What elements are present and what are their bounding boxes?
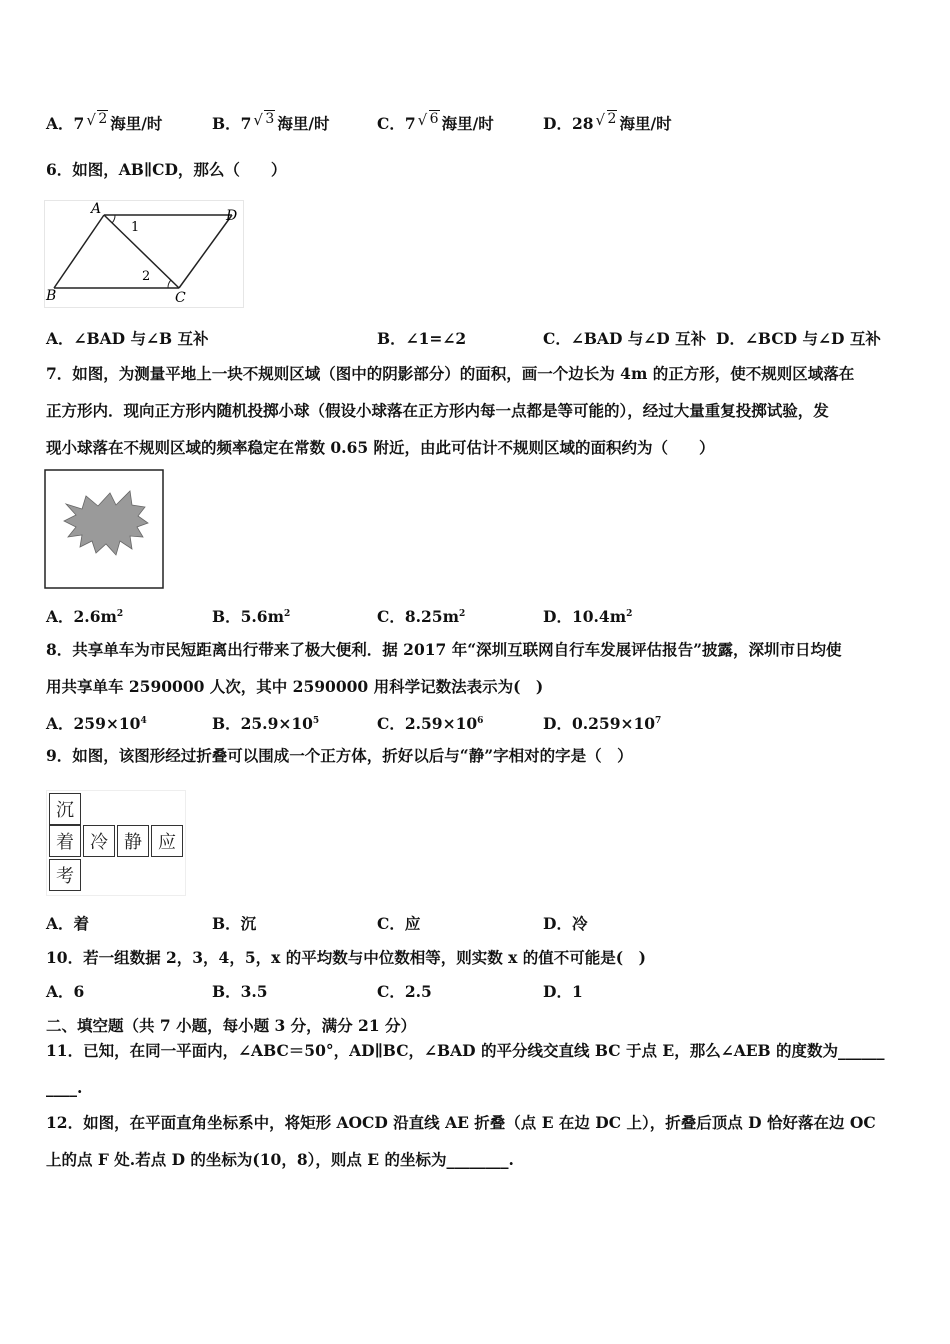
q10-option-a: A．6 — [46, 982, 85, 1001]
q7-square-figure — [44, 469, 166, 591]
q5-option-d: D．28 √ 2 海里/时 — [543, 111, 672, 133]
q11-line-1: 11．已知，在同一平面内，∠ABC＝50°，AD∥BC，∠BAD 的平分线交直线 BC 于点 E，那么∠AEB 的度数为______ — [46, 1041, 885, 1060]
section-2-title: 二、填空题（共 7 小题，每小题 3 分，满分 21 分） — [46, 1016, 417, 1035]
cube-cell-kao: 考 — [49, 859, 81, 891]
label-angle-1: 1 — [131, 220, 140, 235]
q6-option-c: C．∠BAD 与∠D 互补 — [543, 329, 707, 348]
label-c: C — [175, 290, 186, 306]
q6-option-d: D．∠BCD 与∠D 互补 — [716, 329, 881, 348]
q8-option-a: A．$259\times 10^4$ — [46, 714, 147, 734]
q6-option-b: B．∠1=∠2 — [377, 329, 467, 348]
q8-option-d: D．$0.259\times 10^7$ — [543, 714, 662, 734]
q9-option-c: C．应 — [377, 914, 421, 933]
q6-stem: 6．如图，AB∥CD，那么（ ） — [46, 160, 287, 179]
q9-option-d: D．冷 — [543, 914, 588, 933]
cube-cell-ying: 应 — [151, 825, 183, 857]
q8-line-1: 8．共享单车为市民短距离出行带来了极大便利．据 2017 年“深圳互联网自行车发展评估报告”披露，深圳市日均使 — [46, 640, 842, 659]
q11-line-2: ____. — [46, 1078, 83, 1097]
q10-option-c: C．2.5 — [377, 982, 432, 1001]
label-d: D — [226, 208, 238, 224]
q7-option-b: B．$5.6m^2$ — [212, 607, 291, 627]
q7-line-1: 7．如图，为测量平地上一块不规则区域（图中的阴影部分）的面积，画一个边长为 4m 的正方形，使不规则区域落在 — [46, 364, 855, 383]
q12-line-1: 12．如图，在平面直角坐标系中，将矩形 AOCD 沿直线 AE 折叠（点 E 在边 DC 上），折叠后顶点 D 恰好落在边 OC — [46, 1113, 876, 1132]
q10-option-b: B．3.5 — [212, 982, 268, 1001]
cube-cell-leng: 冷 — [83, 825, 115, 857]
q7-option-c: C．$8.25m^2$ — [377, 607, 466, 627]
label-b: B — [46, 288, 57, 304]
q5-option-b: B．7 √ 3 海里/时 — [212, 111, 330, 133]
cube-cell-chen: 沉 — [49, 793, 81, 825]
q6-option-a: A．∠BAD 与∠B 互补 — [46, 329, 209, 348]
q7-line-2: 正方形内．现向正方形内随机投掷小球（假设小球落在正方形内每一点都是等可能的），经过大量重复投掷试验，发 — [46, 401, 829, 420]
q6-parallelogram-figure — [44, 200, 244, 308]
label-angle-2: 2 — [142, 269, 151, 284]
q9-option-b: B．沉 — [212, 914, 257, 933]
q5-option-c: C．7 √ 6 海里/时 — [377, 111, 494, 133]
q9-option-a: A．着 — [46, 914, 90, 933]
cube-cell-zhuo: 着 — [49, 825, 81, 857]
q7-option-a: A．$2.6m^2$ — [46, 607, 124, 627]
q12-line-2: 上的点 F 处.若点 D 的坐标为(10，8），则点 E 的坐标为________. — [46, 1150, 514, 1169]
cube-cell-jing: 静 — [117, 825, 149, 857]
q7-line-3: 现小球落在不规则区域的频率稳定在常数 0.65 附近，由此可估计不规则区域的面积约为（ ） — [46, 438, 715, 457]
q10-option-d: D．1 — [543, 982, 583, 1001]
q10-stem: 10．若一组数据 2，3，4，5，x 的平均数与中位数相等，则实数 x 的值不可能是( ) — [46, 948, 646, 967]
q8-option-b: B．$25.9\times 10^5$ — [212, 714, 320, 734]
q8-line-2: 用共享单车 2590000 人次，其中 2590000 用科学记数法表示为( ) — [46, 677, 544, 696]
q9-cube-net-figure — [46, 790, 186, 896]
q8-option-c: C．$2.59\times 10^6$ — [377, 714, 484, 734]
q9-stem: 9．如图，该图形经过折叠可以围成一个正方体，折好以后与“静”字相对的字是（ ） — [46, 746, 633, 765]
q7-option-d: D．$10.4m^2$ — [543, 607, 633, 627]
label-a: A — [91, 201, 102, 217]
q5-option-a: A．7 √ 2 海里/时 — [46, 111, 163, 133]
